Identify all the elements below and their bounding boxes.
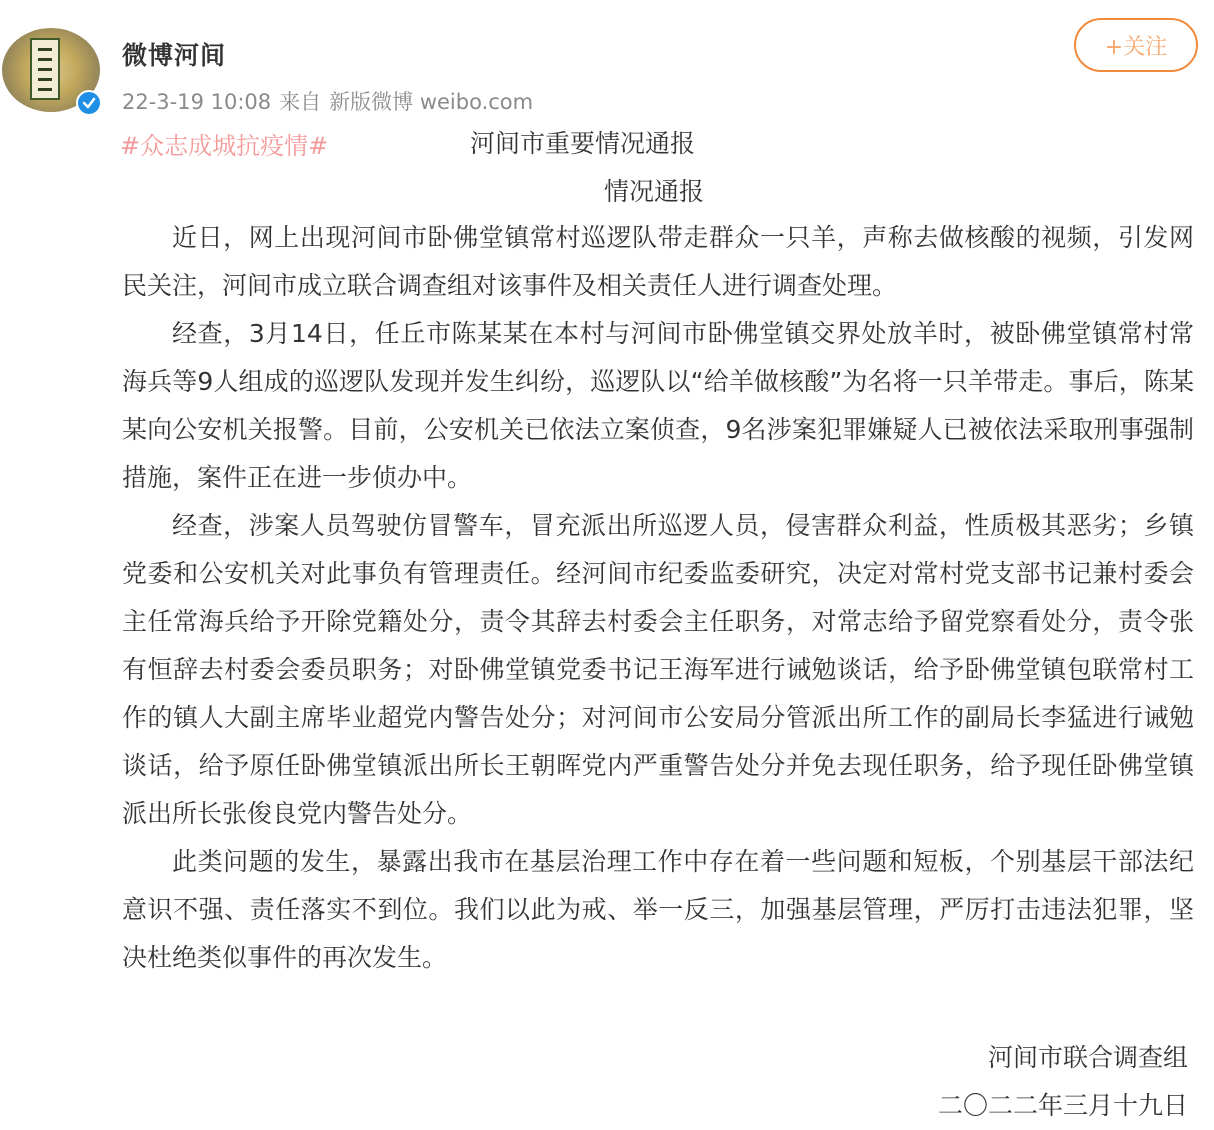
hashtag-link[interactable]: #众志成城抗疫情# [120, 132, 329, 160]
post-subtitle: 情况通报 [604, 177, 705, 206]
post-body [122, 214, 1194, 982]
post-paragraph: 经查，涉案人员驾驶仿冒警车，冒充派出所巡逻人员，侵害群众利益，性质极其恶劣；乡镇党委和公安机关对此事负有管理责任。经河间市纪委监委研究，决定对常村党支部书记兼村委会主任常海兵给予开除党籍处分，责令其辞去村委会主任职务，对常志给予留党察看处分，责令张有恒辞去村委会委员职务；对卧佛堂镇党委书记王海军进行诫勉谈话，给予卧佛堂镇包联常村工作的镇人大副主席毕业超党内警告处分；对河间市公安局分管派出所工作的副局长李猛进行诫勉谈话，给予原任卧佛堂镇派出所长王朝晖党内严重警告处分并免去现任职务，给予现任卧佛堂镇派出所长张俊良党内警告处分。 [122, 511, 1194, 828]
username[interactable]: 微博河间 [122, 41, 227, 70]
post-paragraph: 近日，网上出现河间市卧佛堂镇常村巡逻队带走群众一只羊，声称去做核酸的视频，引发网民关注，河间市成立联合调查组对该事件及相关责任人进行调查处理。 [122, 223, 1194, 300]
signature [938, 1034, 1188, 1130]
post-timestamp[interactable]: 22-3-19 10:08 [122, 90, 272, 114]
post-source[interactable]: 新版微博 weibo.com [329, 90, 534, 114]
follow-button[interactable]: +关注 [1074, 18, 1198, 72]
post-meta [122, 86, 541, 116]
post-paragraph: 此类问题的发生，暴露出我市在基层治理工作中存在着一些问题和短板，个别基层干部法纪意识不强、责任落实不到位。我们以此为戒、举一反三，加强基层管理，严厉打击违法犯罪，坚决杜绝类似事件的再次发生。 [122, 847, 1194, 972]
post-title: 河间市重要情况通报 [470, 129, 696, 158]
post-paragraph: 经查，3月14日，任丘市陈某某在本村与河间市卧佛堂镇交界处放羊时，被卧佛堂镇常村常海兵等9人组成的巡逻队发现并发生纠纷，巡逻队以“给羊做核酸”为名将一只羊带走。事后，陈某某向公安机关报警。目前，公安机关已依法立案侦查，9名涉案犯罪嫌疑人已被依法采取刑事强制措施，案件正在进一步侦办中。 [122, 319, 1194, 492]
avatar-icon [30, 38, 60, 100]
signature-date: 二〇二二年三月十九日 [937, 1091, 1188, 1120]
source-prefix: 来自 [279, 90, 322, 114]
verified-badge-icon [76, 90, 102, 116]
signature-org: 河间市联合调查组 [987, 1043, 1188, 1072]
